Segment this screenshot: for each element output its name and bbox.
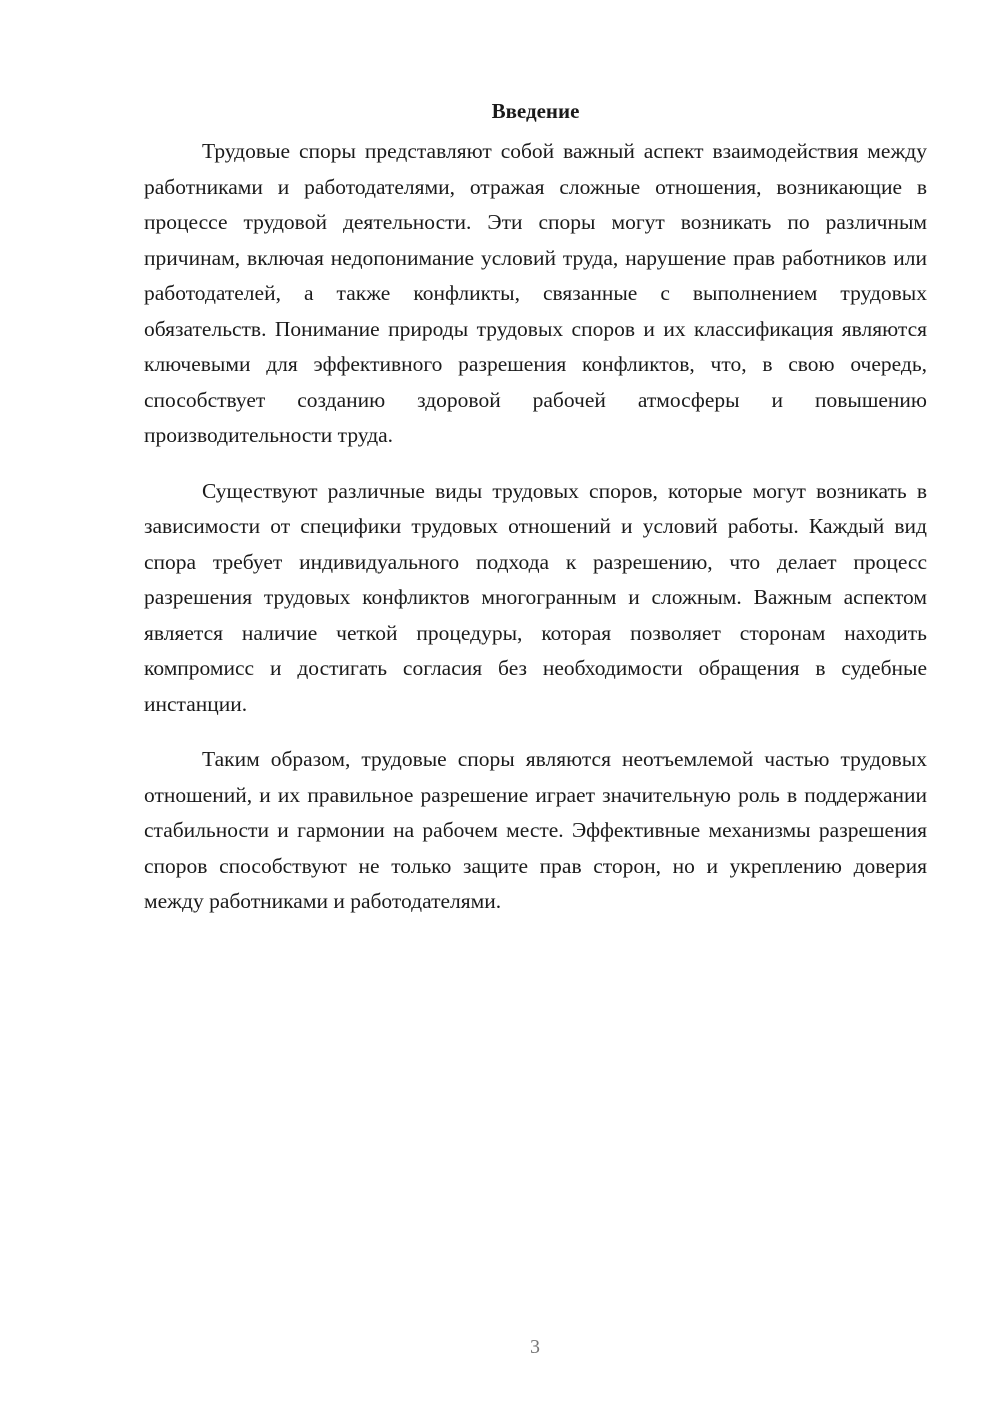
paragraph-1: Трудовые споры представляют собой важный аспект взаимодействия между работниками и работодателями, отражая сложные отношения, возникающие в процессе трудовой деятельности. Эти споры могут возникать по различным причинам, включая недопонимание условий труда, нарушение прав работников или работодателей, а также конфликты, связанные с выполнением трудовых обязательств. Понимание природы трудовых споров и их классификация являются ключевыми для эффективного разрешения конфликтов, что, в свою очередь, способствует созданию здоровой рабочей атмосферы и повышению производительности труда. (144, 139, 927, 447)
page-number: 3 (530, 1336, 540, 1358)
page-content (144, 96, 927, 940)
paragraph-2: Существуют различные виды трудовых споров, которые могут возникать в зависимости от специфики трудовых отношений и условий работы. Каждый вид спора требует индивидуального подхода к разрешению, что делает процесс разрешения трудовых конфликтов многогранным и сложным. Важным аспектом является наличие четкой процедуры, которая позволяет сторонам находить компромисс и достигать согласия без необходимости обращения в судебные инстанции. (144, 478, 927, 716)
section-heading: Введение (491, 99, 580, 123)
paragraph-3: Таким образом, трудовые споры являются неотъемлемой частью трудовых отношений, и их правильное разрешение играет значительную роль в поддержании стабильности и гармонии на рабочем месте. Эффективные механизмы разрешения споров способствуют не только защите прав сторон, но и укреплению доверия между работниками и работодателями. (144, 747, 927, 913)
